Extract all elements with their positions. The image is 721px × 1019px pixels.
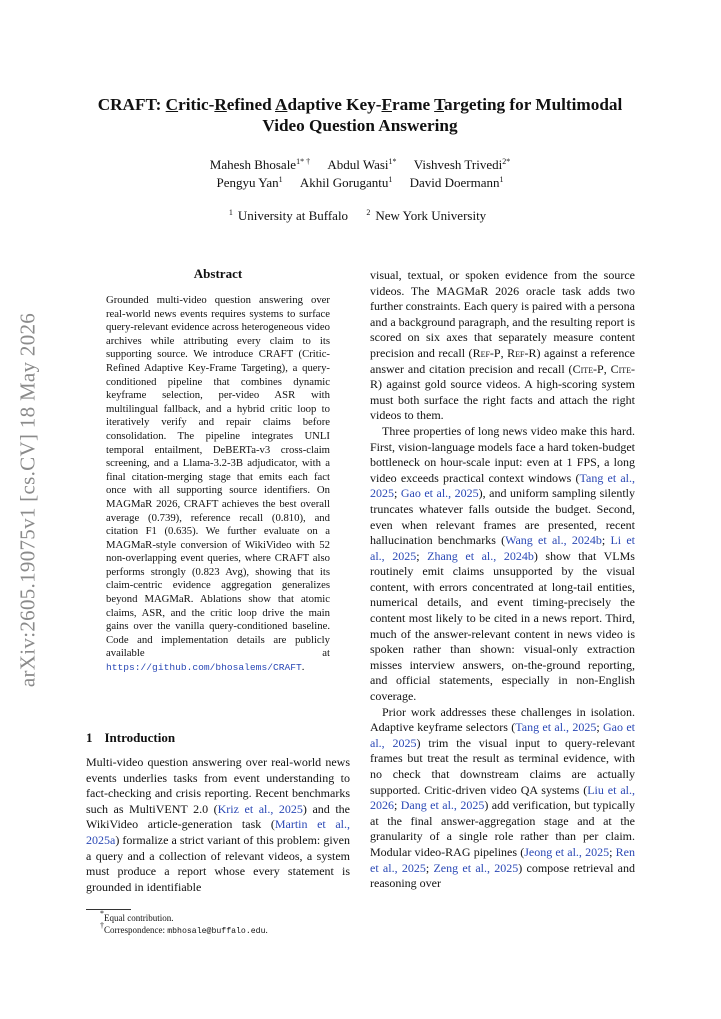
footnote: †Correspondence: mbhosale@buffalo.edu.: [100, 921, 268, 936]
footnote: *Equal contribution.: [100, 909, 174, 923]
author: Mahesh Bhosale$^{1* \dagger}$: [209, 157, 311, 172]
arxiv-identifier: [6, 290, 50, 710]
abstract-body: Grounded multi-video question answering over real-world news events requires systems to surface query-relevant evidence across heterogeneous video archives while attributing every claim to its supporting source. We introduce CRAFT (Critic-Refined Adaptive Key-Frame Targeting), a query-conditioned pipeline that combines dynamic keyframe selection, per-video ASR with multilingual fallback, and a hybrid critic loop to iteratively verify and repair claims before consolidation. The pipeline integrates UNLI temporal entailment, DeBERTa-v3 cross-claim screening, and a Llama-3.2-3B adjudicator, with a final citation-merging stage that emits each fact once with all supporting source identifiers. On MAGMaR 2026, CRAFT achieves the best overall average (0.739), reference recall (0.810), and citation F1 (0.635). We further evaluate on a MAGMaR-style conversion of WikiVideo with 52 non-overlapping event queries, where CRAFT also performs strongly (0.823 Avg), showing that its claim-centric evidence aggregation generalizes beyond MAGMaR. Ablations show that atomic claims, ASR, and the critic loop drive the main gains over the vanilla query-conditioned baseline. Code and implementation details are publicly available at https://github.com/bhosalems/CRAFT.: [106, 294, 330, 674]
author: Abdul Wasi$^{1*}$: [327, 157, 397, 172]
author: Akhil Gorugantu$^1$: [299, 175, 393, 190]
citation-link[interactable]: Kriz et al., 2025: [217, 801, 303, 816]
arxiv-identifier-text: arXiv:2605.19075v1 [cs.CV] 18 May 2026: [15, 312, 40, 688]
citation-link[interactable]: Tang et al., 2025: [370, 470, 636, 501]
citation-link[interactable]: Martin et al., 2025a: [86, 817, 351, 847]
citation-link[interactable]: Wang et al., 2024b: [505, 533, 602, 548]
author: Vishvesh Trivedi$^{2*}$: [413, 157, 511, 172]
citation-link[interactable]: Ren et al., 2025: [370, 844, 635, 875]
author-list: [80, 156, 640, 192]
citation-link[interactable]: Zeng et al., 2025: [433, 860, 519, 875]
citation-link[interactable]: Jeong et al., 2025: [524, 844, 610, 859]
citation-link[interactable]: Li et al., 2025: [370, 533, 636, 563]
section-heading: 1 Introduction: [86, 730, 176, 745]
code-link[interactable]: https://github.com/bhosalems/CRAFT: [106, 662, 302, 674]
citation-link[interactable]: Zhang et al., 2024b: [427, 548, 534, 563]
email: mbhosale@buffalo.edu: [167, 927, 266, 936]
citation-link[interactable]: Gao et al., 2025: [400, 486, 479, 501]
paragraph: Three properties of long news video make this hard. First, vision-language models face a hard token-budget bottleneck on hour-scale input: even at 1 FPS, a long video exceeds practical context windows (Tang et al., 2025; Gao et al., 2025), and uniform sampling silently truncates whatever falls outside the budget. Second, even when relevant frames are presented, recent hallucination benchmarks (Wang et al., 2024b; Li et al., 2025; Zhang et al., 2024b) show that VLMs routinely emit claims unsupported by the visual content, with errors concentrated at long-tail entities, numerical details, and event timing-precisely the content most likely to be cited in a news report. Third, much of the answer-relevant content in news video is spoken rather than shown: visual-only extraction misses interview answers, on-the-ground reporting, and official statements, especially in non-English coverage.: [370, 423, 636, 704]
author: David Doermann$^1$: [409, 175, 504, 190]
paragraph: visual, textual, or spoken evidence from the source videos. The MAGMaR 2026 oracle task adds two further constraints. Each query is paired with a persona and a background paragraph, and the resulting report is scored on six axes that separately measure content precision and recall (Ref-P, Ref-R) against a reference answer and citation precision and recall (Cite-P, Cite-R) against gold source videos. A high-scoring system must both surface the right facts and attach the right videos to them.: [370, 268, 636, 423]
author: Pengyu Yan$^1$: [216, 175, 283, 190]
citation-link[interactable]: Dang et al., 2025: [400, 798, 485, 813]
abstract-heading: Abstract: [193, 266, 243, 281]
affiliation: $^2$ New York University: [366, 208, 487, 223]
paper-title: CRAFT: Critic-Refined Adaptive Key-Frame Targeting for Multimodal Video Question Answering: [97, 95, 623, 135]
footnote-rule: [86, 909, 131, 910]
intro-paragraph: Multi-video question answering over real-world news events underlies tasks from event understanding to fact-checking and crisis reporting. Recent benchmarks such as MultiVENT 2.0 (Kriz et al., 2025) and the WikiVideo article-generation task (Martin et al., 2025a) formalize a strict variant of this problem: given a query and a collection of relevant videos, a system must produce a report whose every statement is grounded in identifiable: [86, 755, 351, 894]
right-column: [370, 268, 635, 892]
citation-link[interactable]: Gao et al., 2025: [370, 720, 635, 750]
affiliations: [80, 207, 640, 225]
paragraph: Prior work addresses these challenges in isolation. Adaptive keyframe selectors (Tang et al., 2025; Gao et al., 2025) trim the visual input to query-relevant frames but treat the result as terminal evidence, with no check that downstream claims are actually supported. Critic-driven video QA systems (Liu et al., 2026; Dang et al., 2025) add verification, but typically at the final answer-aggregation stage and at the granularity of a single role rather than per claim. Modular video-RAG pipelines (Jeong et al., 2025; Ren et al., 2025; Zeng et al., 2025) compose retrieval and reasoning over: [370, 704, 636, 891]
affiliation: $^1$ University at Buffalo: [228, 208, 349, 223]
citation-link[interactable]: Liu et al., 2026: [370, 782, 636, 813]
citation-link[interactable]: Tang et al., 2025: [515, 720, 597, 735]
